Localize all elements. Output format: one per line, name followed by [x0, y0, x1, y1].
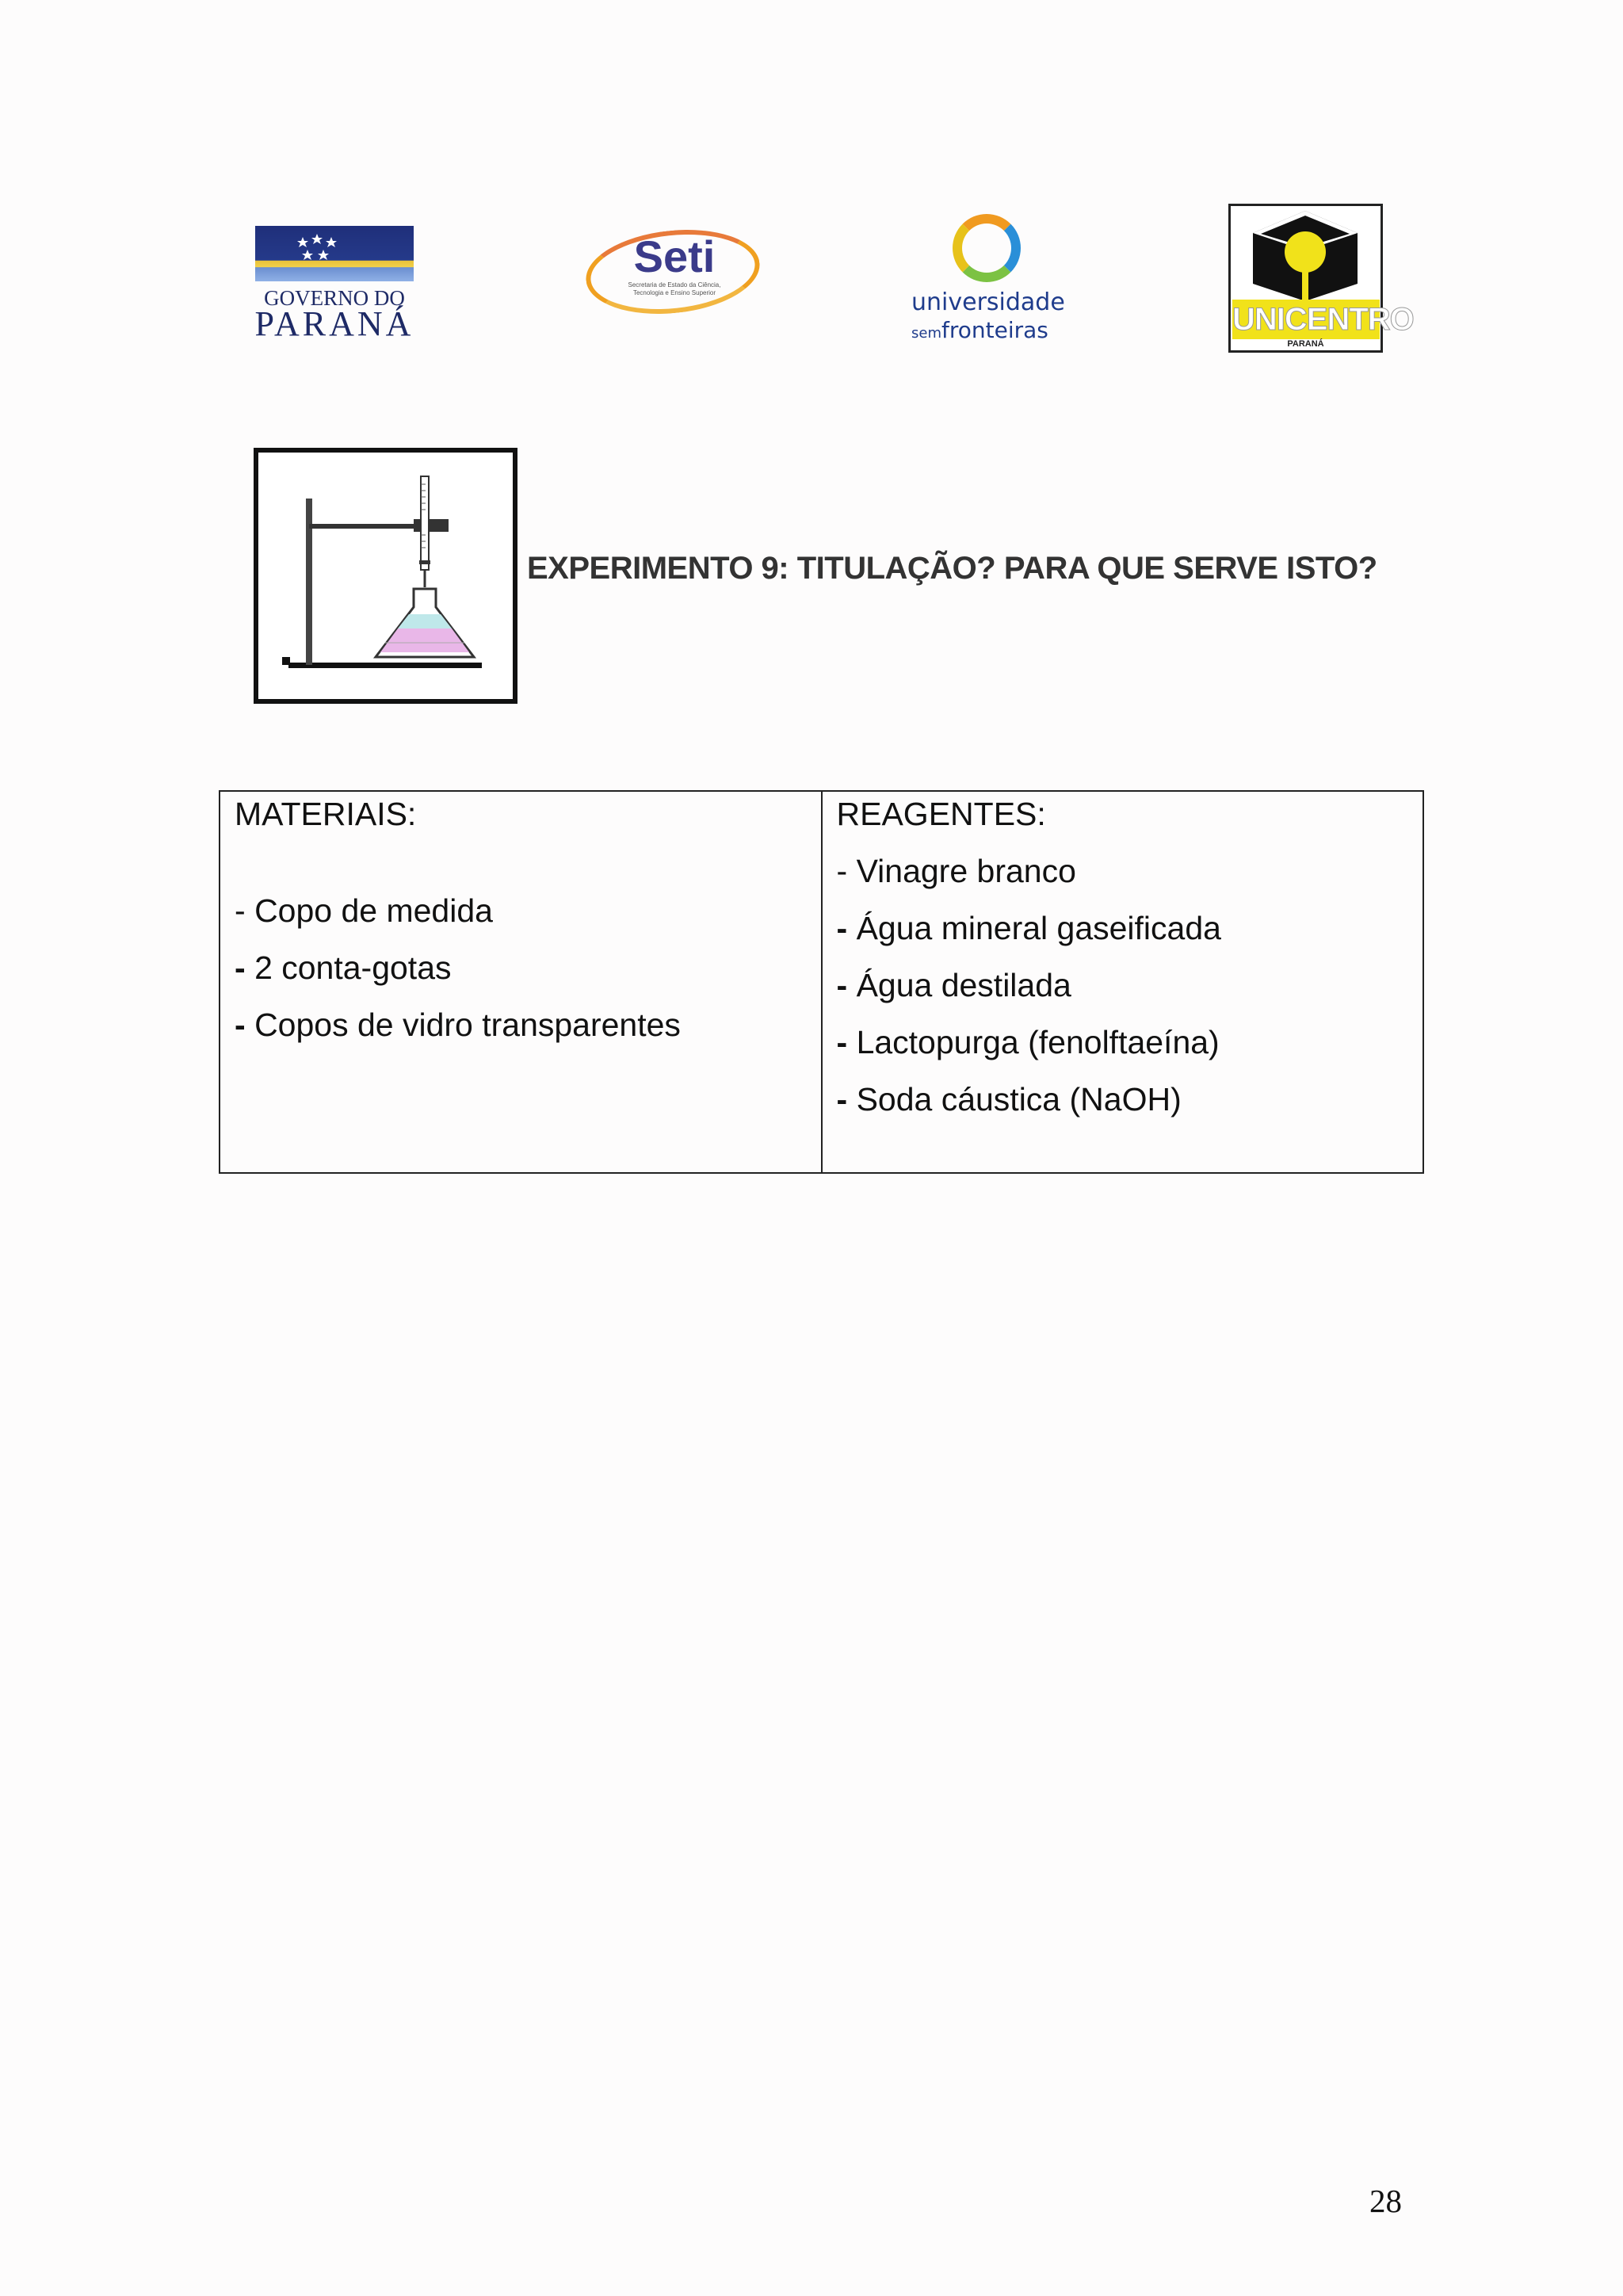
table-row	[220, 791, 1423, 1173]
universidade-sem-fronteiras-logo	[911, 214, 1065, 353]
seti-logo	[582, 226, 766, 321]
bullet: -	[836, 1081, 848, 1117]
reagents-header: REAGENTES:	[836, 796, 1046, 832]
usf-line2	[911, 317, 1046, 343]
governo-parana-logo	[254, 226, 415, 343]
materials-cell	[220, 791, 822, 1173]
seti-subtitle: Secretaria de Estado da Ciência, Tecnologia e Ensino Superior	[628, 281, 721, 296]
list-item	[235, 1005, 807, 1045]
unicentro-word: UNICENTRO	[1232, 300, 1380, 339]
materials-reagents-table	[219, 790, 1424, 1174]
stars-flag-icon	[255, 226, 414, 281]
bullet: -	[235, 892, 246, 929]
usf-line2-small: sem	[911, 325, 941, 342]
bullet: -	[235, 949, 246, 986]
experiment-title: EXPERIMENTO 9: TITULAÇÃO? PARA QUE SERVE ISTO?	[527, 551, 1377, 586]
unicentro-state: PARANÁ	[1287, 339, 1324, 349]
item-text: Vinagre branco	[856, 853, 1076, 889]
item-text: Copos de vidro transparentes	[254, 1007, 681, 1043]
bullet: -	[836, 967, 848, 1003]
list-item	[235, 891, 807, 930]
list-item	[837, 1079, 1409, 1119]
seti-word: Seti	[633, 231, 716, 281]
list-item	[837, 965, 1409, 1005]
item-text: Água mineral gaseificada	[856, 910, 1221, 946]
bullet: -	[235, 1007, 246, 1043]
item-text: Lactopurga (fenolftaeína)	[856, 1024, 1220, 1060]
usf-line2-main: fronteiras	[941, 317, 1048, 343]
item-text: Soda cáustica (NaOH)	[856, 1081, 1182, 1117]
unicentro-logo	[1228, 204, 1414, 353]
item-text: Copo de medida	[254, 892, 493, 929]
titration-apparatus-icon	[254, 448, 517, 704]
governo-line1: GOVERNO DO	[264, 286, 405, 310]
bullet: -	[836, 910, 848, 946]
item-text: Água destilada	[856, 967, 1071, 1003]
materials-header: MATERIAIS:	[235, 796, 417, 832]
list-item	[837, 851, 1409, 891]
reagents-cell	[822, 791, 1424, 1173]
list-item	[837, 908, 1409, 948]
colorful-ring-icon	[953, 214, 1021, 282]
bullet: -	[836, 1024, 848, 1060]
item-text: 2 conta-gotas	[254, 949, 452, 986]
governo-line2: PARANÁ	[254, 304, 414, 343]
page-number: 28	[1369, 2183, 1402, 2219]
usf-line1: universidade	[911, 288, 1065, 316]
bullet: -	[836, 853, 848, 889]
list-item	[837, 1022, 1409, 1062]
unicentro-cube-icon	[1231, 206, 1381, 301]
list-item	[235, 948, 807, 988]
